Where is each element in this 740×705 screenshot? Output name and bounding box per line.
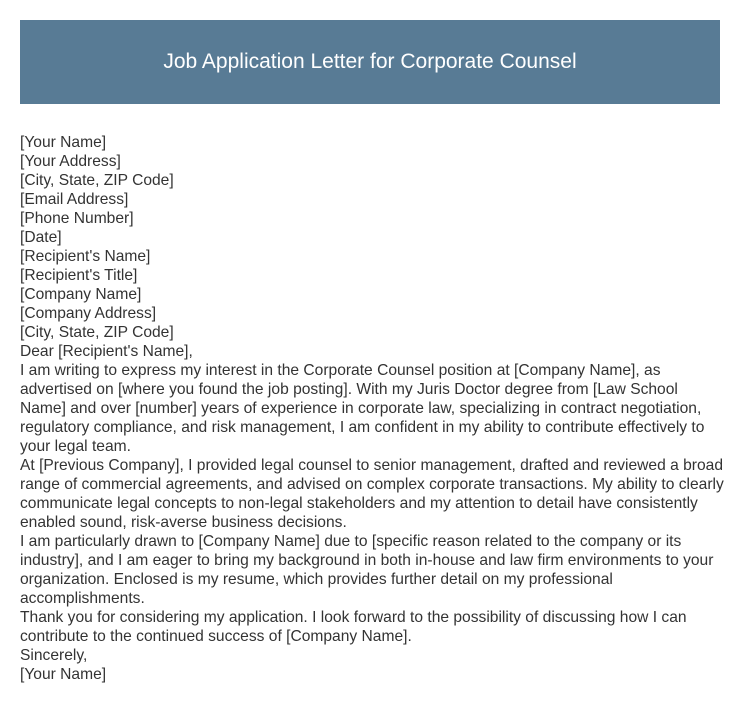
letter-body	[20, 133, 725, 684]
recipient-company-address: [Company Address]	[20, 305, 157, 322]
paragraph-experience: At [Previous Company], I provided legal counsel to senior management, drafted and reviewed a broad range of commercial agreements, and advised on complex corporate transactions. My ability to clearly communicate legal concepts to non-legal stakeholders and my attention to detail have consistently enabled sound, risk-averse business decisions.	[20, 457, 724, 531]
sender-phone: [Phone Number]	[20, 210, 134, 227]
recipient-name: [Recipient's Name]	[20, 248, 151, 265]
letter-date: [Date]	[20, 229, 62, 246]
sender-name: [Your Name]	[20, 134, 107, 151]
page-header	[20, 20, 720, 104]
sender-email: [Email Address]	[20, 191, 129, 208]
paragraph-intro: I am writing to express my interest in the Corporate Counsel position at [Company Name], as advertised on [where you found the job posting]. With my Juris Doctor degree from [Law School Name] and over [number] years of experience in corporate law, specializing in contract negotiation, regulatory compliance, and risk management, I am confident in my ability to contribute effectively to your legal team.	[20, 362, 705, 455]
closing: Sincerely,	[20, 647, 88, 664]
salutation: Dear [Recipient's Name],	[20, 343, 193, 360]
signature: [Your Name]	[20, 666, 107, 683]
recipient-title: [Recipient's Title]	[20, 267, 138, 284]
paragraph-motivation: I am particularly drawn to [Company Name] due to [specific reason related to the company or its industry], and I am eager to bring my background in both in-house and law firm environments to your organization. Enclosed is my resume, which provides further detail on my professional accomplishments.	[20, 533, 714, 607]
page-title: Job Application Letter for Corporate Counsel	[163, 50, 577, 73]
sender-address: [Your Address]	[20, 153, 121, 170]
paragraph-closing: Thank you for considering my application. I look forward to the possibility of discussing how I can contribute to the continued success of [Company Name].	[20, 609, 687, 645]
recipient-company: [Company Name]	[20, 286, 142, 303]
sender-city-state-zip: [City, State, ZIP Code]	[20, 172, 174, 189]
recipient-city-state-zip: [City, State, ZIP Code]	[20, 324, 174, 341]
